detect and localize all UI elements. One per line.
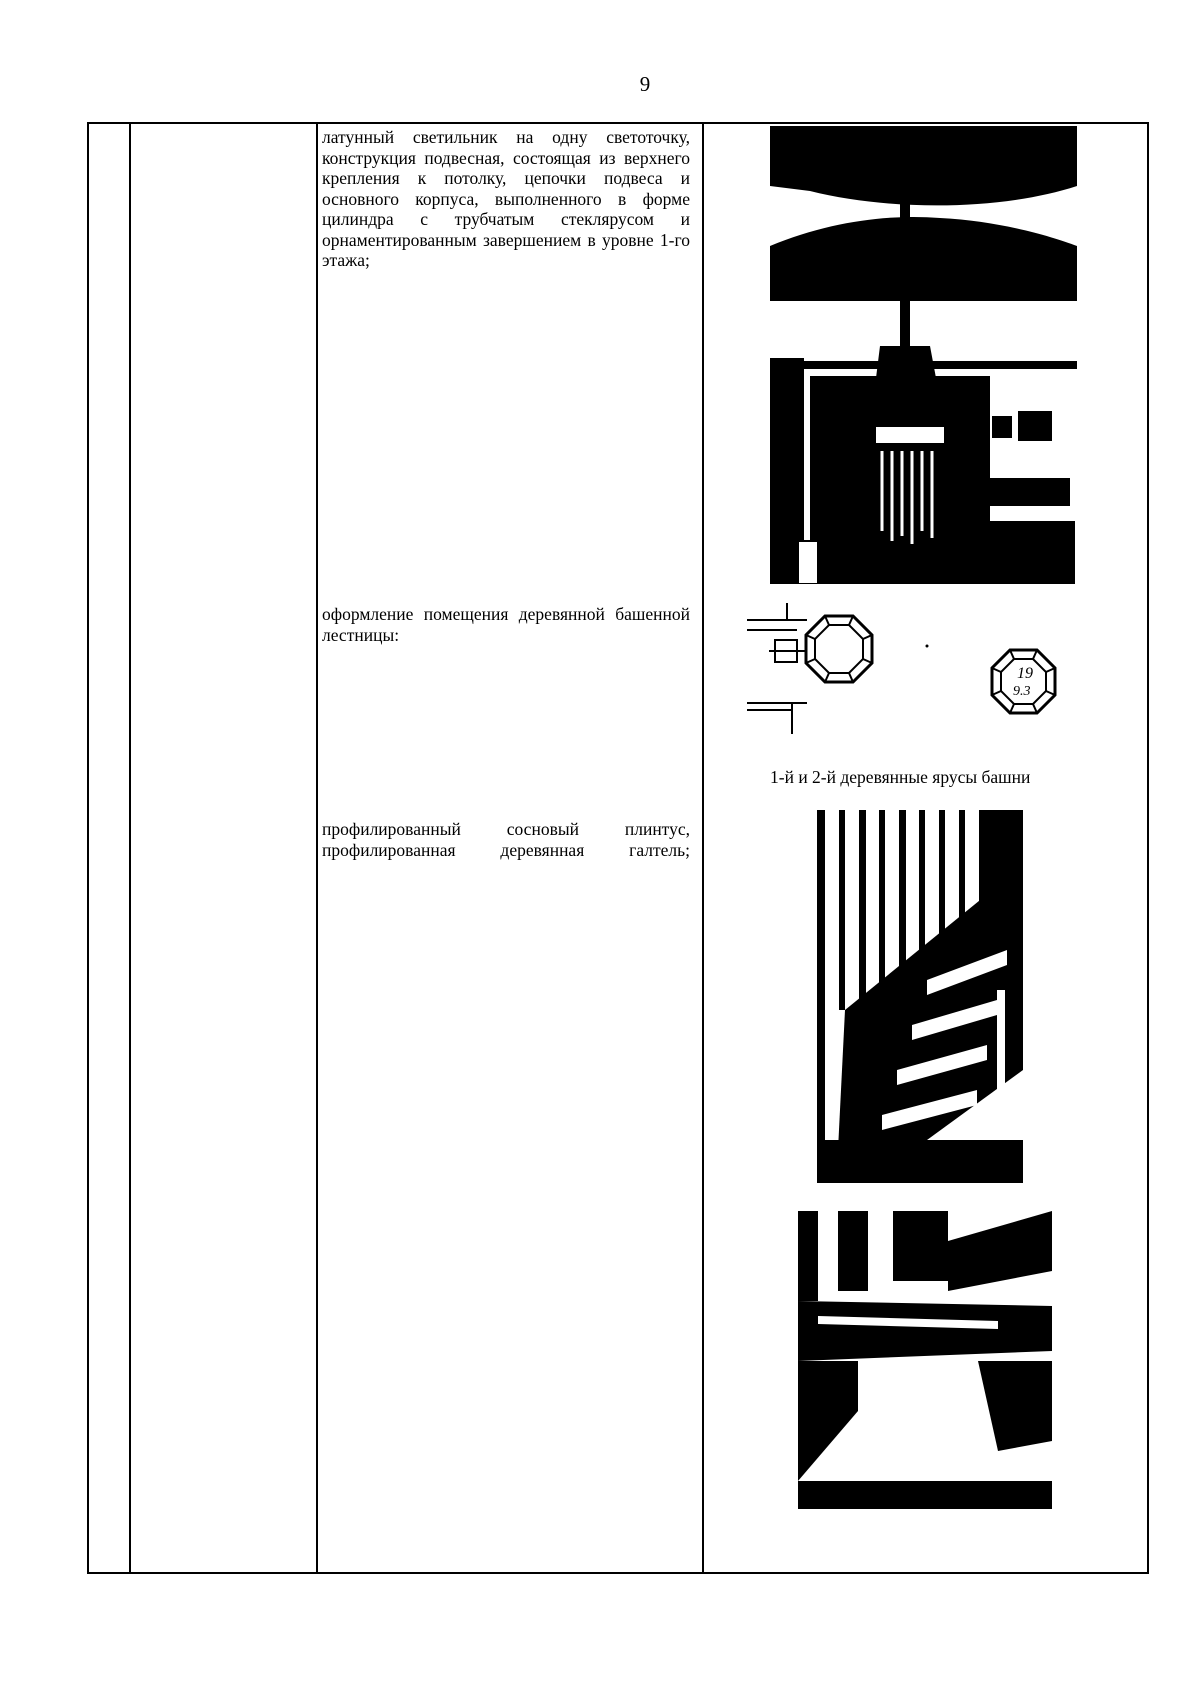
column-divider-1 [129,124,131,1572]
column-divider-3 [702,124,704,1572]
drawing-mark-bottom: 9.3 [1013,684,1031,699]
tower-plan-caption: 1-й и 2-й деревянные ярусы башни [770,767,1031,787]
row-3-description: профилированный сосновый плинтус, профилированная деревянная галтель; [322,819,690,860]
baseboard-photo [798,1211,1052,1509]
column-divider-2 [316,124,318,1572]
staircase-photo [817,810,1023,1183]
page-number: 9 [639,72,651,96]
drawing-mark-top: 19 [1017,665,1033,682]
row-1-description: латунный светильник на одну светоточку, конструкция подвесная, состоящая из верхнего крепления к потолку, цепочки подвеса и основного корпуса, выполненного в форме цилиндра с трубчатым стеклярусом и орнаментированным завершением в уровне 1-го этажа; [322,127,690,270]
row-2-description: оформление помещения деревянной башенной лестницы: [322,604,690,645]
tower-plan-drawing [747,598,1077,734]
chandelier-photo [770,126,1077,584]
